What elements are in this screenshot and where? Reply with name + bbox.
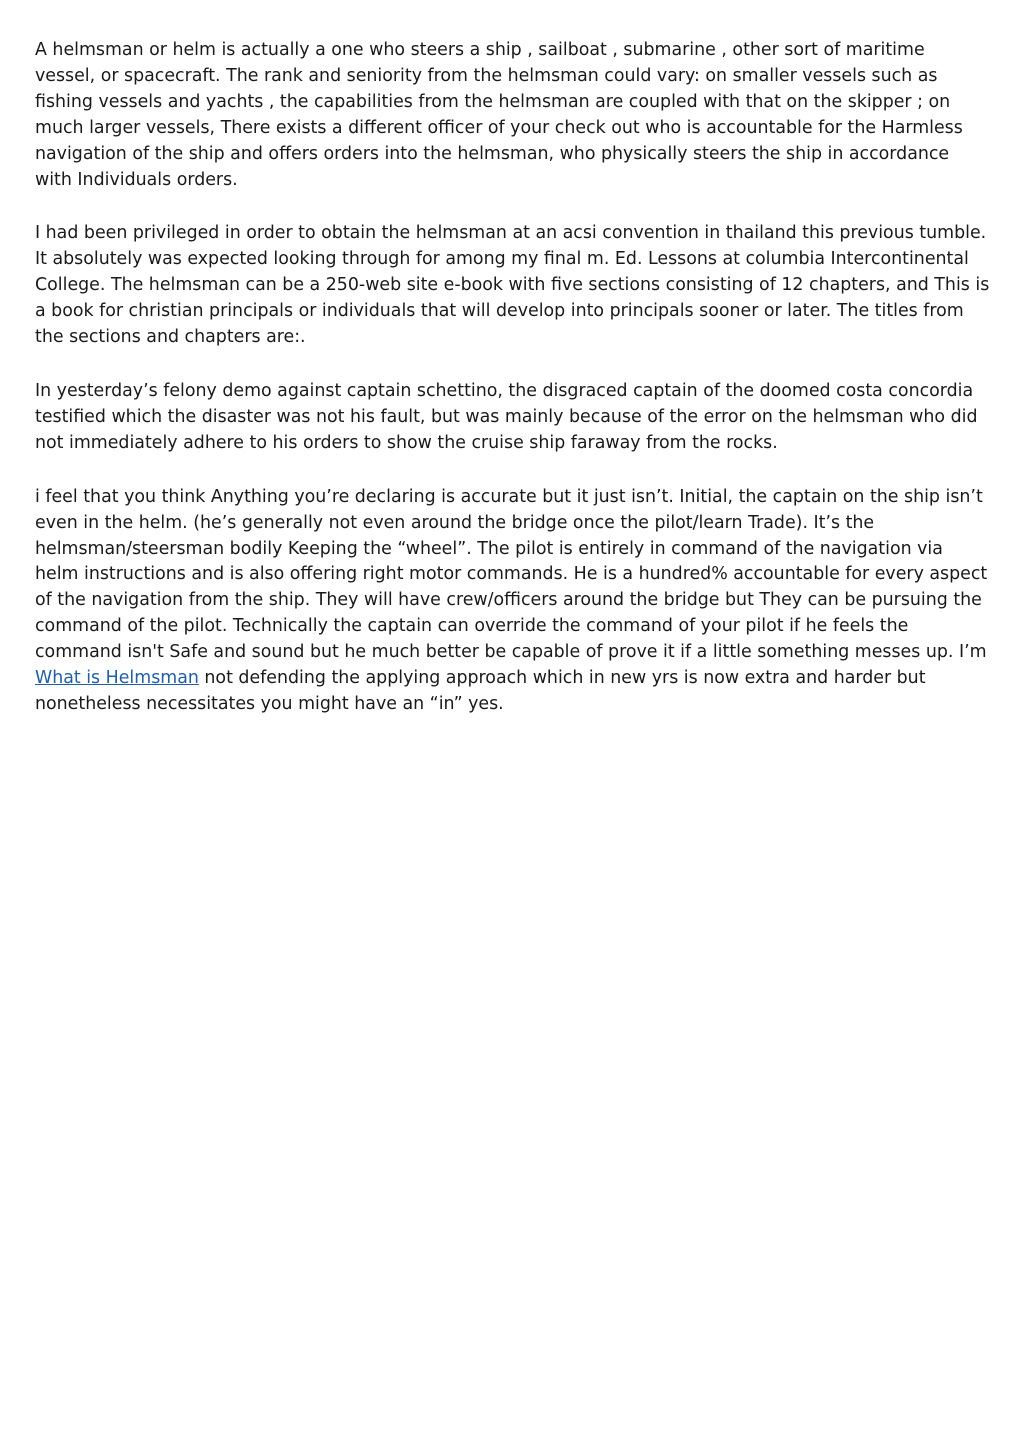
- article-body: [35, 38, 990, 746]
- what-is-helmsman-link[interactable]: What is Helmsman: [35, 668, 199, 689]
- paragraph-text-before-link: i feel that you think Anything you’re declaring is accurate but it just isn’t. Initial, the captain on the ship isn’t even in the helm. (he’s generally not even around the bridge once the pilot/learn Trade). It’s the helmsman/steersman bodily Keeping the “wheel”. The pilot is entirely in command of the navigation via helm instructions and is also offering right motor commands. He is a hundred% accountable for every aspect of the navigation from the ship. They will have crew/officers around the bridge but They can be pursuing the command of the pilot. Technically the captain can override the command of your pilot if he feels the command isn't Safe and sound but he much better be capable of prove it if a little something messes up. I’m: [35, 486, 988, 663]
- paragraph-costa-concordia: In yesterday’s felony demo against captain schettino, the disgraced captain of the doomed costa concordia testified which the disaster was not his fault, but was mainly because of the error on the helmsman who did not immediately adhere to his orders to show the cruise ship faraway from the rocks.: [35, 380, 978, 453]
- paragraph-book-review: I had been privileged in order to obtain the helmsman at an acsi convention in thailand this previous tumble. It absolutely was expected looking through for among my final m. Ed. Lessons at columbia Intercontinental College. The helmsman can be a 250-web site e-book with five sections consisting of 12 chapters, and This is a book for christian principals or individuals that will develop into principals sooner or later. The titles from the sections and chapters are:.: [35, 223, 990, 348]
- paragraph-helmsman-definition: A helmsman or helm is actually a one who steers a ship , sailboat , submarine , other sort of maritime vessel, or spacecraft. The rank and seniority from the helmsman could vary: on smaller vessels such as fishing vessels and yachts , the capabilities from the helmsman are coupled with that on the skipper ; on much larger vessels, There exists a different officer of your check out who is accountable for the Harmless navigation of the ship and offers orders into the helmsman, who physically steers the ship in accordance with Individuals orders.: [35, 40, 963, 190]
- paragraph-pilot-command: [35, 485, 990, 718]
- paragraph-text-after-link: not defending the applying approach which in new yrs is now extra and harder but nonetheless necessitates you might have an “in” yes.: [35, 668, 926, 714]
